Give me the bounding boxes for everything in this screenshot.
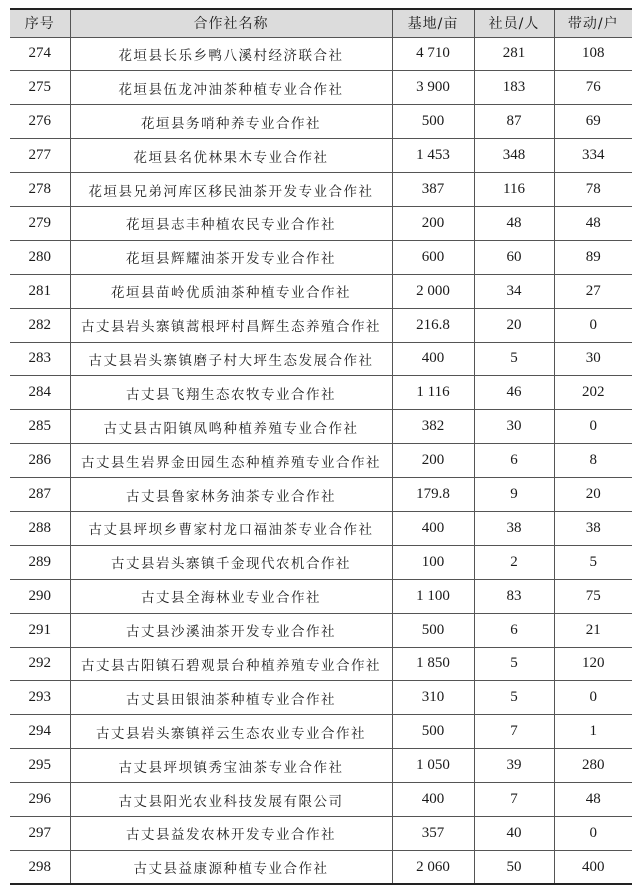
households-driven-cell: 120 [554, 647, 632, 681]
base-area-cell: 500 [392, 613, 474, 647]
cooperatives-table [10, 8, 632, 885]
table-row [10, 274, 632, 308]
base-area-cell: 179.8 [392, 478, 474, 512]
cooperative-name-cell: 古丈县坪坝镇秀宝油茶专业合作社 [70, 749, 392, 783]
members-cell: 48 [474, 206, 554, 240]
households-driven-cell: 0 [554, 816, 632, 850]
base-area-cell: 500 [392, 715, 474, 749]
serial-number-cell: 281 [10, 274, 70, 308]
base-area-cell: 100 [392, 545, 474, 579]
cooperative-name-cell: 花垣县志丰种植农民专业合作社 [70, 206, 392, 240]
serial-number-cell: 297 [10, 816, 70, 850]
serial-number-cell: 293 [10, 681, 70, 715]
members-cell: 2 [474, 545, 554, 579]
households-driven-cell: 48 [554, 783, 632, 817]
households-driven-cell: 0 [554, 410, 632, 444]
cooperative-name-cell: 古丈县岩头寨镇蒿根坪村昌辉生态养殖合作社 [70, 308, 392, 342]
cooperative-name-cell: 花垣县务哨种养专业合作社 [70, 105, 392, 139]
serial-number-cell: 282 [10, 308, 70, 342]
cooperative-name-cell: 古丈县岩头寨镇磨子村大坪生态发展合作社 [70, 342, 392, 376]
households-driven-cell: 75 [554, 579, 632, 613]
cooperatives-table-container [10, 8, 632, 885]
serial-number-cell: 296 [10, 783, 70, 817]
members-cell: 183 [474, 71, 554, 105]
cooperative-name-cell: 花垣县伍龙冲油茶种植专业合作社 [70, 71, 392, 105]
header-base-area: 基地/亩 [392, 9, 474, 37]
members-cell: 46 [474, 376, 554, 410]
base-area-cell: 357 [392, 816, 474, 850]
households-driven-cell: 334 [554, 139, 632, 173]
households-driven-cell: 30 [554, 342, 632, 376]
members-cell: 348 [474, 139, 554, 173]
members-cell: 6 [474, 613, 554, 647]
members-cell: 60 [474, 240, 554, 274]
table-row [10, 715, 632, 749]
base-area-cell: 200 [392, 444, 474, 478]
base-area-cell: 400 [392, 511, 474, 545]
households-driven-cell: 38 [554, 511, 632, 545]
households-driven-cell: 20 [554, 478, 632, 512]
households-driven-cell: 0 [554, 308, 632, 342]
cooperative-name-cell: 古丈县阳光农业科技发展有限公司 [70, 783, 392, 817]
cooperative-name-cell: 古丈县沙溪油茶开发专业合作社 [70, 613, 392, 647]
table-row [10, 342, 632, 376]
serial-number-cell: 284 [10, 376, 70, 410]
table-row [10, 613, 632, 647]
cooperative-name-cell: 古丈县坪坝乡曹家村龙口福油茶专业合作社 [70, 511, 392, 545]
serial-number-cell: 280 [10, 240, 70, 274]
cooperative-name-cell: 古丈县全海林业专业合作社 [70, 579, 392, 613]
households-driven-cell: 5 [554, 545, 632, 579]
cooperative-name-cell: 古丈县生岩界金田园生态种植养殖专业合作社 [70, 444, 392, 478]
serial-number-cell: 295 [10, 749, 70, 783]
members-cell: 7 [474, 783, 554, 817]
cooperative-name-cell: 花垣县兄弟河库区移民油茶开发专业合作社 [70, 173, 392, 207]
serial-number-cell: 278 [10, 173, 70, 207]
households-driven-cell: 280 [554, 749, 632, 783]
members-cell: 281 [474, 37, 554, 71]
header-members: 社员/人 [474, 9, 554, 37]
header-row [10, 9, 632, 37]
table-row [10, 681, 632, 715]
base-area-cell: 310 [392, 681, 474, 715]
cooperative-name-cell: 古丈县岩头寨镇祥云生态农业专业合作社 [70, 715, 392, 749]
members-cell: 38 [474, 511, 554, 545]
serial-number-cell: 276 [10, 105, 70, 139]
cooperative-name-cell: 花垣县名优林果木专业合作社 [70, 139, 392, 173]
base-area-cell: 1 116 [392, 376, 474, 410]
members-cell: 34 [474, 274, 554, 308]
serial-number-cell: 290 [10, 579, 70, 613]
table-row [10, 579, 632, 613]
cooperative-name-cell: 花垣县辉耀油茶开发专业合作社 [70, 240, 392, 274]
table-row [10, 783, 632, 817]
serial-number-cell: 288 [10, 511, 70, 545]
table-row [10, 240, 632, 274]
serial-number-cell: 274 [10, 37, 70, 71]
members-cell: 30 [474, 410, 554, 444]
members-cell: 116 [474, 173, 554, 207]
table-row [10, 206, 632, 240]
serial-number-cell: 292 [10, 647, 70, 681]
table-row [10, 410, 632, 444]
base-area-cell: 200 [392, 206, 474, 240]
base-area-cell: 1 050 [392, 749, 474, 783]
households-driven-cell: 76 [554, 71, 632, 105]
table-row [10, 545, 632, 579]
serial-number-cell: 283 [10, 342, 70, 376]
cooperative-name-cell: 古丈县古阳镇凤鸣种植养殖专业合作社 [70, 410, 392, 444]
table-row [10, 105, 632, 139]
cooperative-name-cell: 古丈县古阳镇石碧观景台种植养殖专业合作社 [70, 647, 392, 681]
households-driven-cell: 400 [554, 850, 632, 884]
base-area-cell: 1 453 [392, 139, 474, 173]
members-cell: 6 [474, 444, 554, 478]
base-area-cell: 600 [392, 240, 474, 274]
table-row [10, 308, 632, 342]
base-area-cell: 1 100 [392, 579, 474, 613]
households-driven-cell: 108 [554, 37, 632, 71]
table-row [10, 71, 632, 105]
cooperative-name-cell: 花垣县长乐乡鸭八溪村经济联合社 [70, 37, 392, 71]
base-area-cell: 4 710 [392, 37, 474, 71]
members-cell: 87 [474, 105, 554, 139]
serial-number-cell: 298 [10, 850, 70, 884]
members-cell: 5 [474, 647, 554, 681]
table-row [10, 647, 632, 681]
cooperative-name-cell: 古丈县岩头寨镇千金现代农机合作社 [70, 545, 392, 579]
members-cell: 9 [474, 478, 554, 512]
households-driven-cell: 21 [554, 613, 632, 647]
households-driven-cell: 78 [554, 173, 632, 207]
header-cooperative-name: 合作社名称 [70, 9, 392, 37]
table-row [10, 37, 632, 71]
members-cell: 83 [474, 579, 554, 613]
table-row [10, 376, 632, 410]
members-cell: 5 [474, 681, 554, 715]
members-cell: 39 [474, 749, 554, 783]
households-driven-cell: 69 [554, 105, 632, 139]
table-row [10, 511, 632, 545]
cooperative-name-cell: 古丈县田银油茶种植专业合作社 [70, 681, 392, 715]
serial-number-cell: 289 [10, 545, 70, 579]
cooperative-name-cell: 古丈县益康源种植专业合作社 [70, 850, 392, 884]
cooperative-name-cell: 古丈县鲁家林务油茶专业合作社 [70, 478, 392, 512]
base-area-cell: 382 [392, 410, 474, 444]
households-driven-cell: 27 [554, 274, 632, 308]
base-area-cell: 2 060 [392, 850, 474, 884]
serial-number-cell: 286 [10, 444, 70, 478]
table-header [10, 9, 632, 37]
base-area-cell: 400 [392, 342, 474, 376]
base-area-cell: 216.8 [392, 308, 474, 342]
households-driven-cell: 8 [554, 444, 632, 478]
serial-number-cell: 291 [10, 613, 70, 647]
table-row [10, 139, 632, 173]
base-area-cell: 2 000 [392, 274, 474, 308]
households-driven-cell: 0 [554, 681, 632, 715]
table-row [10, 478, 632, 512]
serial-number-cell: 287 [10, 478, 70, 512]
cooperative-name-cell: 花垣县苗岭优质油茶种植专业合作社 [70, 274, 392, 308]
base-area-cell: 500 [392, 105, 474, 139]
table-row [10, 850, 632, 884]
table-row [10, 816, 632, 850]
table-row [10, 749, 632, 783]
table-row [10, 444, 632, 478]
cooperative-name-cell: 古丈县益发农林开发专业合作社 [70, 816, 392, 850]
table-body [10, 37, 632, 884]
households-driven-cell: 1 [554, 715, 632, 749]
members-cell: 5 [474, 342, 554, 376]
households-driven-cell: 202 [554, 376, 632, 410]
members-cell: 40 [474, 816, 554, 850]
serial-number-cell: 277 [10, 139, 70, 173]
base-area-cell: 3 900 [392, 71, 474, 105]
base-area-cell: 400 [392, 783, 474, 817]
households-driven-cell: 48 [554, 206, 632, 240]
cooperative-name-cell: 古丈县飞翔生态农牧专业合作社 [70, 376, 392, 410]
header-households-driven: 带动/户 [554, 9, 632, 37]
base-area-cell: 1 850 [392, 647, 474, 681]
header-serial-number: 序号 [10, 9, 70, 37]
members-cell: 20 [474, 308, 554, 342]
members-cell: 50 [474, 850, 554, 884]
base-area-cell: 387 [392, 173, 474, 207]
serial-number-cell: 279 [10, 206, 70, 240]
table-row [10, 173, 632, 207]
serial-number-cell: 285 [10, 410, 70, 444]
households-driven-cell: 89 [554, 240, 632, 274]
serial-number-cell: 275 [10, 71, 70, 105]
members-cell: 7 [474, 715, 554, 749]
serial-number-cell: 294 [10, 715, 70, 749]
